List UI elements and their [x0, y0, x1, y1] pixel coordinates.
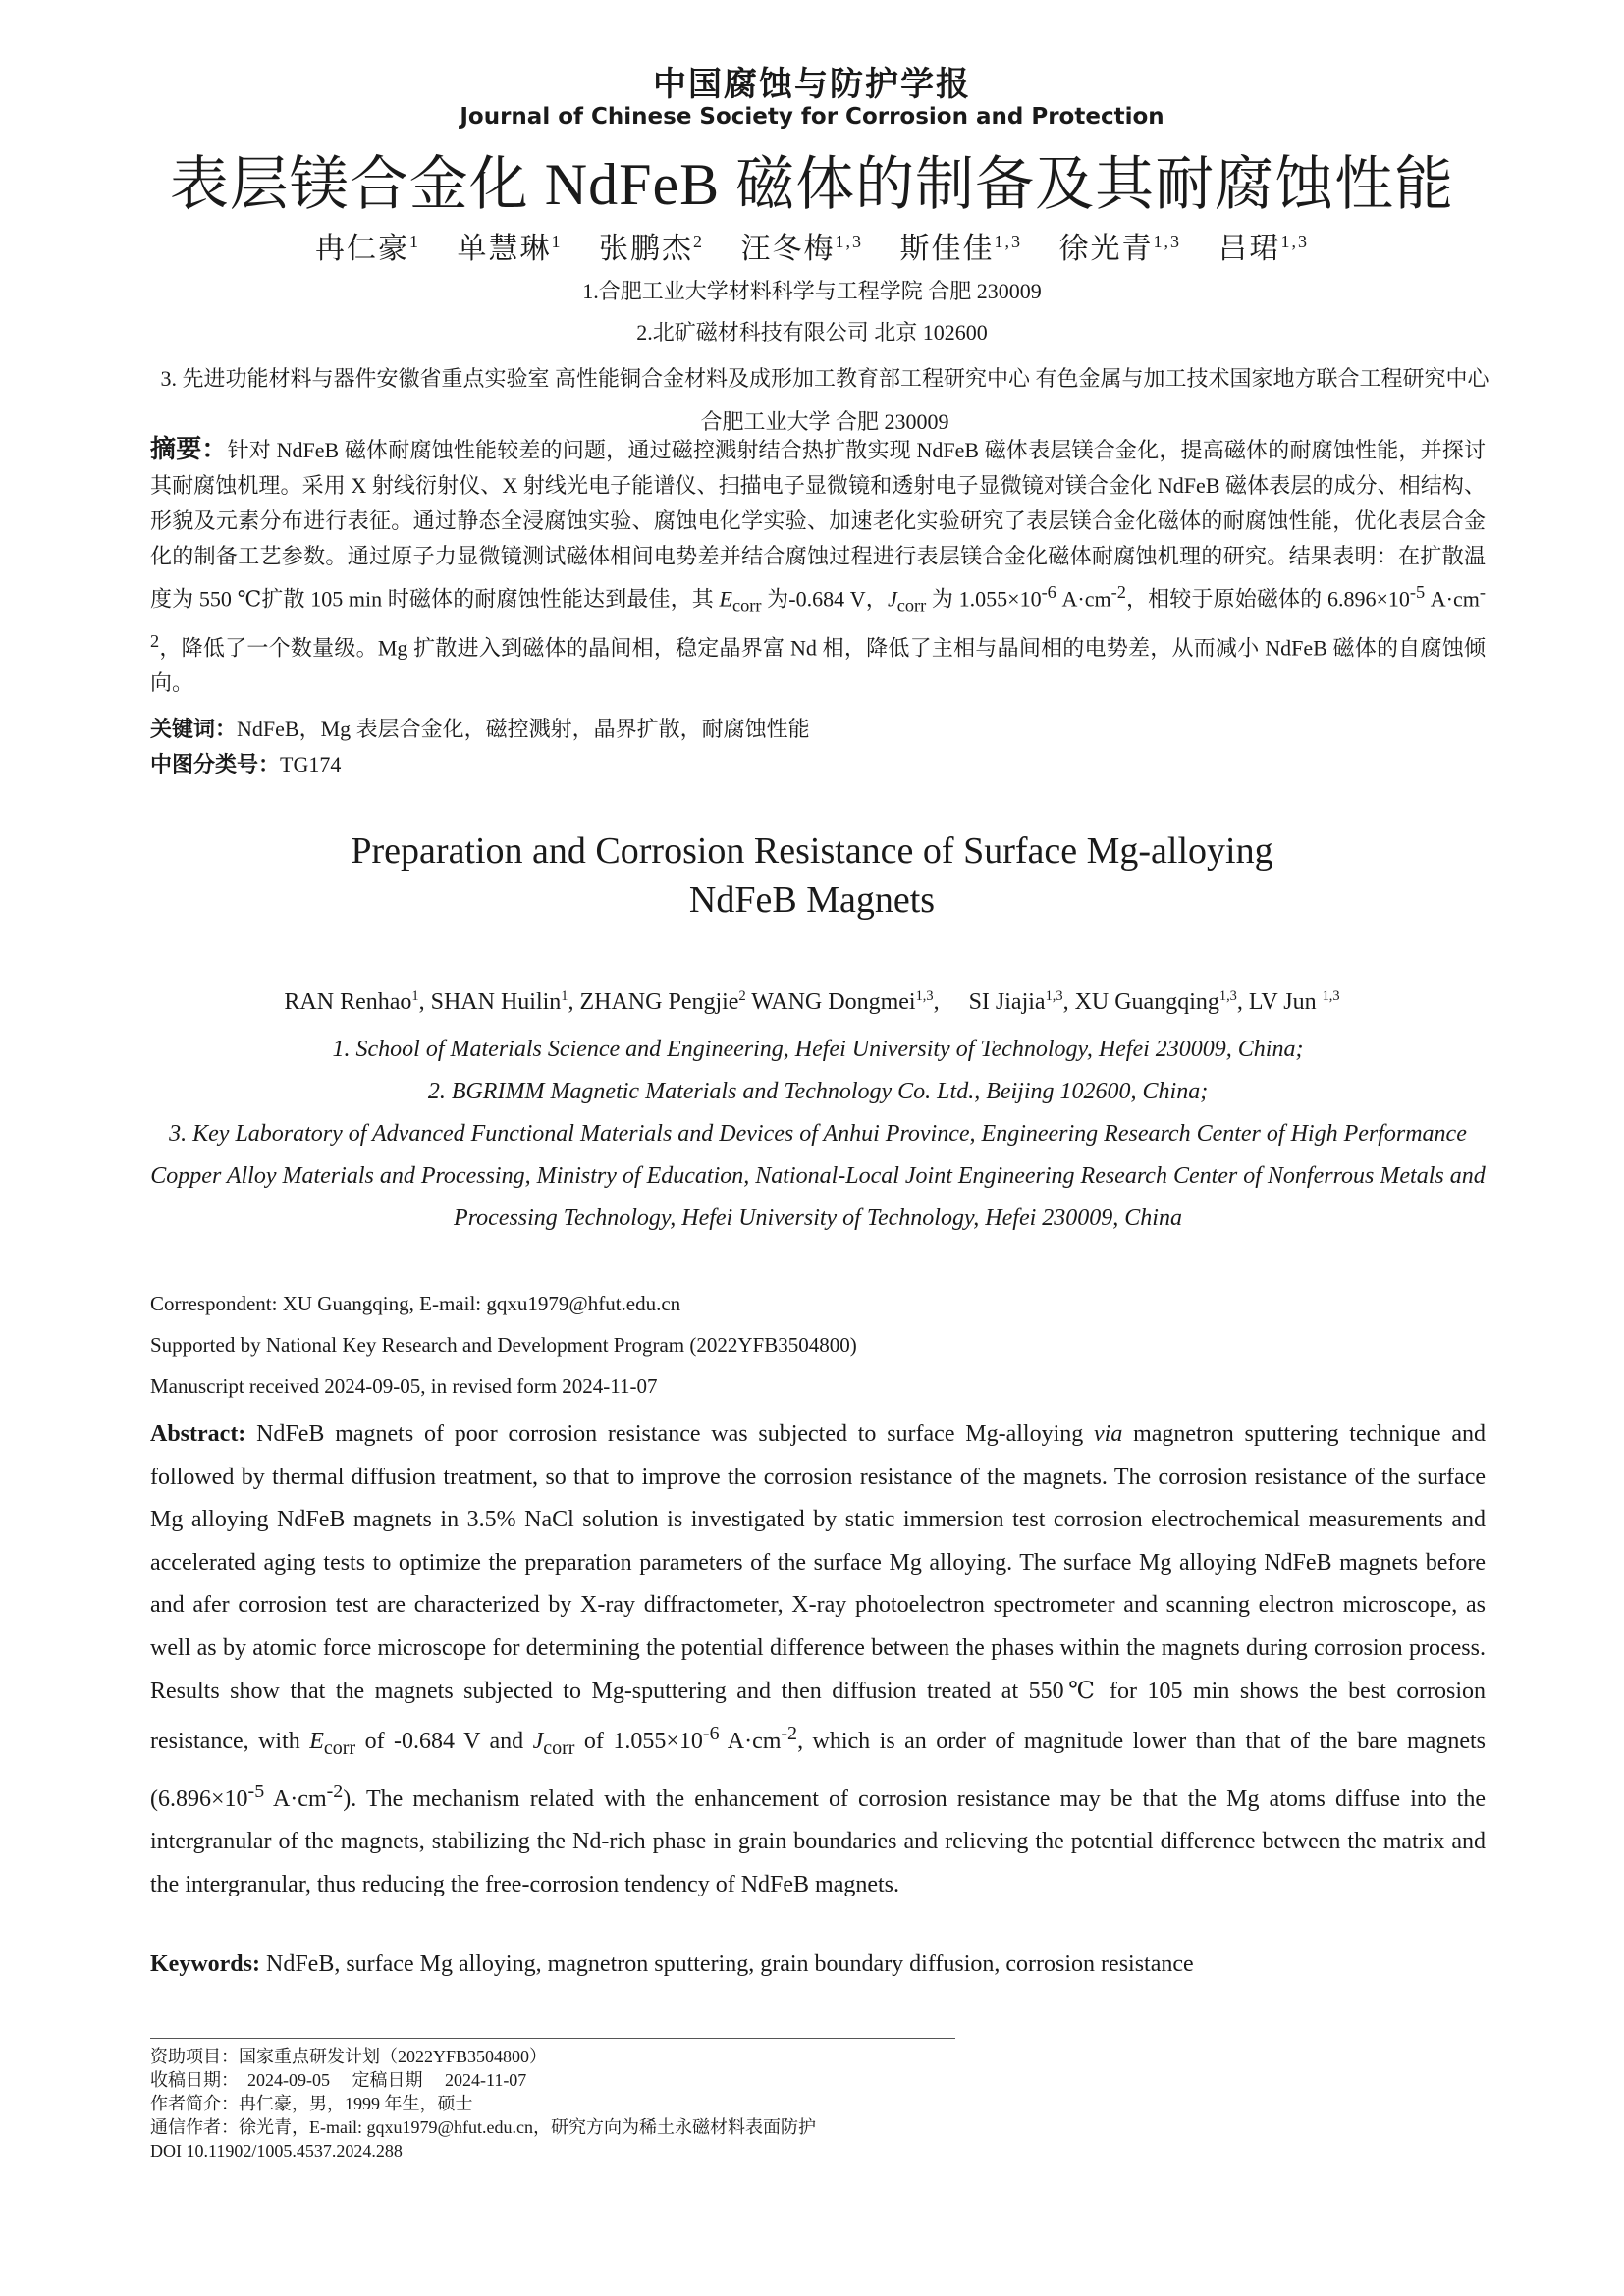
keywords-en: Keywords: NdFeB, surface Mg alloying, magnetron sputtering, grain boundary diffusion, corrosion resistance: [150, 1951, 1194, 1977]
author-en: SI Jiajia$^{1,3}$,: [968, 988, 1075, 1015]
keywords-label-cn: 关键词：: [150, 717, 238, 741]
footnote-doi: DOI 10.11902/1005.4537.2024.288: [150, 2141, 403, 2161]
abstract-cn: 摘要：针对 NdFeB 磁体耐腐蚀性能较差的问题，通过磁控溅射结合热扩散实现 NdFeB 磁体表层镁合金化，提高磁体的耐腐蚀性能，并探讨其耐腐蚀机理。采用 X 射线衍射仪、X 射线光电子能谱仪、扫描电子显微镜和透射电子显微镜对镁合金化 NdFeB 磁体表层的成分、相结构、形貌及元素分布进行表征。通过静态全浸腐蚀实验、腐蚀电化学实验、加速老化实验研究了表层镁合金化磁体的耐腐蚀性能，优化表层合金化的制备工艺参数。通过原子力显微镜测试磁体相间电势差并结合腐蚀过程进行表层镁合金化磁体耐腐蚀机理的研究。结果表明：在扩散温度为 550 ℃扩散 105 min 时磁体的耐腐蚀性能达到最佳，其 $E_{corr}$ 为-0.684 V，$J_{corr}$ 为 $1.055\times 10^{-6}$ $A\cdot cm^{-2}$，相较于原始磁体的 $6.896\times 10^{-5}$ $A\cdot cm^{-2}$，降低了一个数量级。Mg 扩散进入到磁体的晶间相，稳定晶界富 Nd 相，降低了主相与晶间相的电势差，从而减小 NdFeB 磁体的自腐蚀倾向。: [150, 435, 1486, 696]
author-en: RAN Renhao$^1$,: [284, 988, 431, 1015]
keywords-cn: 关键词：NdFeB，Mg 表层合金化，磁控溅射，晶界扩散，耐腐蚀性能: [150, 717, 810, 741]
keywords-label-en: Keywords:: [150, 1951, 260, 1977]
affiliation-cn-3: 3. 先进功能材料与器件安徽省重点实验室 高性能铜合金材料及成形加工教育部工程研究中心 有色金属与加工技术国家地方联合工程研究中心 合肥工业大学 合肥 230009: [160, 366, 1489, 434]
author-cn: 吕珺$^{1,3}$: [1218, 232, 1309, 265]
author-en: ZHANG Pengjie$^2$: [579, 988, 746, 1015]
footnote-dates: 收稿日期： 2024-09-05 定稿日期 2024-11-07: [150, 2070, 527, 2090]
journal-name-en: Journal of Chinese Society for Corrosion and Protection: [460, 104, 1164, 130]
author-cn: 单慧琳$^1$: [457, 232, 563, 265]
affiliation-en-3: 3. Key Laboratory of Advanced Functional Materials and Devices of Anhui Province, Engineering Research Center of High Performance Copper Alloy Materials and Processing, Ministry of Education, National-Local Joint Engineering Research Center of Nonferrous Metals and Processing Technology, Hefei University of Technology, Hefei 230009, China: [150, 1121, 1486, 1231]
abstract-en: Abstract: NdFeB magnets of poor corrosion resistance was subjected to surface Mg-alloying via magnetron sputtering technique and followed by thermal diffusion treatment, so that to improve the corrosion resistance of the magnets. The corrosion resistance of the surface Mg alloying NdFeB magnets in 3.5% NaCl solution is investigated by static immersion test corrosion electrochemical measurements and accelerated aging tests to optimize the preparation parameters of the surface Mg alloying. The surface Mg alloying NdFeB magnets before and afer corrosion test are characterized by X-ray diffractometer, X-ray photoelectron spectrometer and scanning electron microscope, as well as by atomic force microscope for determining the potential difference between the phases within the magnets during corrosion process. Results show that the magnets subjected to Mg-sputtering and then diffusion treated at 550℃ for 105 min shows the best corrosion resistance, with $E_{corr}$ of -0.684 V and $J_{corr}$ of $1.055\times 10^{-6}$ $A\cdot cm^{-2}$, which is an order of magnitude lower than that of the bare magnets ($6.896\times 10^{-5}$ $A\cdot cm^{-2}$). The mechanism related with the enhancement of corrosion resistance may be that the Mg atoms diffuse into the intergranular of the magnets, stabilizing the Nd-rich phase in grain boundaries and relieving the potential difference between the matrix and the intergranular, thus reducing the free-corrosion tendency of NdFeB magnets.: [150, 1421, 1486, 1897]
footnote-funding: 资助项目：国家重点研发计划（2022YFB3504800）: [150, 2047, 548, 2066]
author-cn: 徐光青$^{1,3}$: [1058, 232, 1181, 265]
manuscript-dates-line: Manuscript received 2024-09-05, in revised form 2024-11-07: [150, 1374, 658, 1398]
author-en: WANG Dongmei$^{1,3}$,: [751, 988, 969, 1015]
journal-name-cn: 中国腐蚀与防护学报: [653, 65, 971, 104]
author-en: LV Jun $^{1,3}$: [1248, 988, 1340, 1015]
affiliation-cn-2: 2.北矿磁材科技有限公司 北京 102600: [636, 320, 988, 345]
paper-title-cn: 表层镁合金化 NdFeB 磁体的制备及其耐腐蚀性能: [169, 152, 1455, 217]
author-en: XU Guangqing$^{1,3}$,: [1074, 988, 1249, 1015]
author-cn: 冉仁豪$^1$: [315, 232, 420, 265]
affiliation-cn-1: 1.合肥工业大学材料科学与工程学院 合肥 230009: [582, 279, 1042, 303]
paper-title-en: Preparation and Corrosion Resistance of Surface Mg-alloying NdFeB Magnets: [351, 830, 1273, 921]
funding-line: Supported by National Key Research and Development Program (2022YFB3504800): [150, 1333, 857, 1357]
footnote-divider: [150, 2038, 955, 2039]
footnote-correspondent: 通信作者：徐光青，E-mail: gqxu1979@hfut.edu.cn，研究方向为稀土永磁材料表面防护: [150, 2117, 817, 2137]
author-cn: 张鹏杰$^2$: [599, 232, 704, 265]
classification-cn: 中图分类号：TG174: [150, 752, 342, 776]
footnote-author-bio: 作者简介：冉仁豪，男，1999 年生，硕士: [150, 2094, 473, 2113]
author-cn: 斯佳佳$^{1,3}$: [899, 232, 1022, 265]
abstract-label-cn: 摘要：: [150, 435, 228, 463]
affiliation-en-2: 2. BGRIMM Magnetic Materials and Technology Co. Ltd., Beijing 102600, China;: [427, 1079, 1209, 1104]
author-list-en: [0, 989, 1624, 1016]
correspondent-line: Correspondent: XU Guangqing, E-mail: gqxu1979@hfut.edu.cn: [150, 1292, 681, 1315]
author-list-cn: [0, 224, 1624, 267]
affiliation-en-1: 1. School of Materials Science and Engineering, Hefei University of Technology, Hefei 230009, China;: [332, 1037, 1304, 1062]
author-en: SHAN Huilin$^1$,: [430, 988, 580, 1015]
classification-label-cn: 中图分类号：: [150, 752, 281, 776]
author-cn: 汪冬梅$^{1,3}$: [740, 232, 863, 265]
abstract-label-en: Abstract:: [150, 1421, 246, 1447]
